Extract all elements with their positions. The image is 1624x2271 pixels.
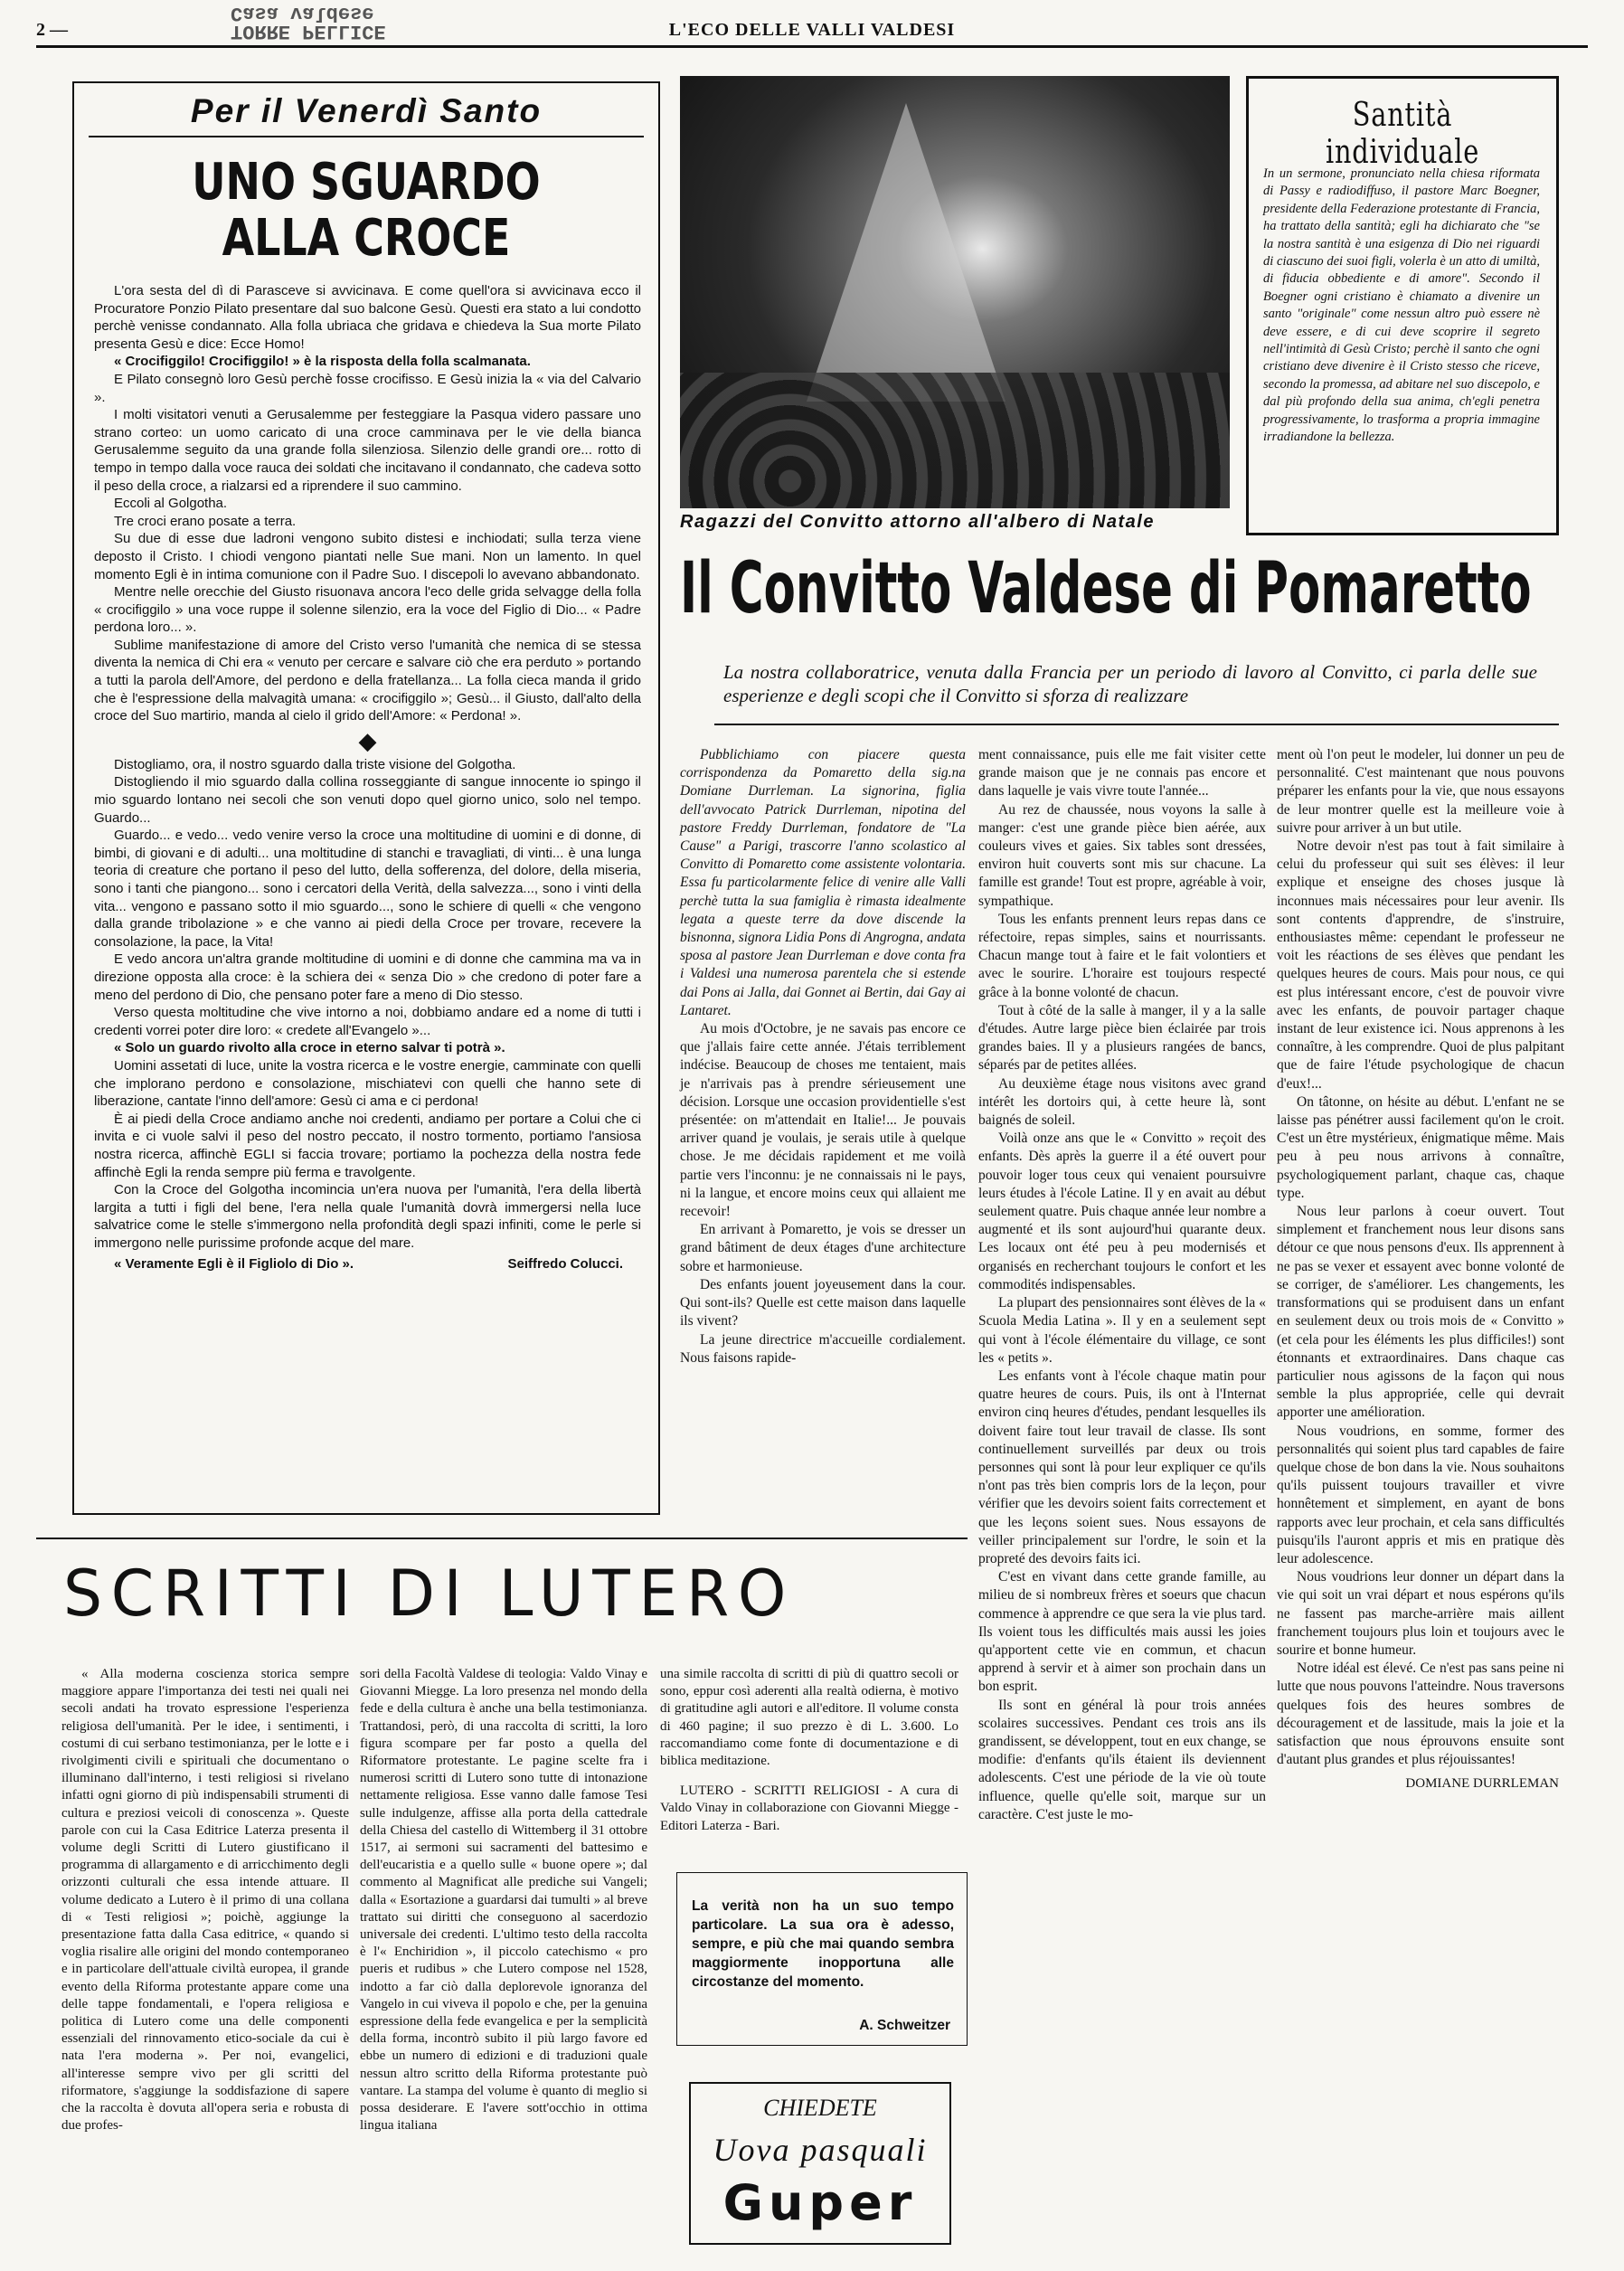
schweitzer-quote-box <box>676 1872 968 2046</box>
lutero-top-rule <box>36 1538 968 1539</box>
guper-ad <box>689 2082 951 2245</box>
paragraph: Guardo... e vedo... vedo venire verso la croce una moltitudine di uomini e di donne, di bimbi, di giovani e di adulti... una moltitudine di stanchi e travagliati, di vinti... è una lunga teoria di creature che portano il peso del lutto, della sofferenza, del dolore, della miseria, sono i tanti che piangono... sono i cercatori della Verità, della salvezza..., sono i vinti della vita... vengono e passano sotto il mio sguardo..., sono le schiere di quelli « che vengono dalla grande tribolazione » e che vanno ai piedi della Croce per trovare, recevere la consolazione, la pace, la Vita! <box>94 828 641 950</box>
paragraph: Con la Croce del Golgotha incomincia un'era nuova per l'umanità, l'era della libertà largita a tutti i figli del bene, l'era nella quale l'umanità dovrà immergersi nella luce salvatrice come le stelle s'immergono nella profondità degli spazi infiniti, come le perle si immergono nelle purissime profonde acque del mare. <box>94 1182 641 1251</box>
quote-text: La verità non ha un suo tempo particolare. La sua ora è adesso, sempre, e più che mai quando sembra maggiormente inopportuna alle circostanze del momento. <box>692 1898 954 1990</box>
paragraph: I molti visitatori venuti a Gerusalemme per festeggiare la Pasqua videro passare uno strano corteo: un uomo caricato di una croce camminava per le vie della bianca Gerusalemme seguito da una grande folla silenziosa. Silenzio delle grandi ore... rotto di tempo in tempo dalla voce rauca dei soldati che incitavano il condannato, che cadeva sotto il peso della croce, a rialzarsi ed a riprendere il suo cammino. <box>94 407 641 494</box>
paragraph: Mentre nelle orecchie del Giusto risuonava ancora l'eco delle grida selvagge della folla « crocifiggilo » una voce ruppe il solenne silenzio, era la voce del Figlio di Dio... « Padre perdona loro... ». <box>94 584 641 636</box>
paragraph: E vedo ancora un'altra grande moltitudine di uomini e di donne che cammina ma va in direzione opposta alla croce: è la schiera dei « senza Dio » che credono di poter fare a meno del perdono di Dio, che pensano poter fare a meno di Dio stesso. <box>94 951 641 1003</box>
newspaper-title: L'ECO DELLE VALLI VALDESI <box>668 20 956 40</box>
paragraph: Tout à côté de la salle à manger, il y a la salle d'études. Autre large pièce bien éclairée par trois grandes baies. Il y a plusieurs rangées de bancs, séparés par de petites allées. <box>978 1002 1266 1074</box>
paragraph: L'ora sesta del dì di Parasceve si avvicinava. E come quell'ora si avvicinava ecco il Procuratore Ponzio Pilato presentare dal suo balcone Gesù. Questi era stato a lui condotto perchè venisse condannato. Alla folla ubriaca che gridava e chiedeva la Sua morte Pilato presenta Gesù e dice: Ecce Homo! <box>94 283 641 352</box>
paragraph: Verso questa moltitudine che vive intorno a noi, dobbiamo andare ed a nome di tutti i credenti vorrei poter dire loro: « credete all'Evangelo »... <box>94 1005 641 1038</box>
paragraph: Nous voudrions, en somme, former des personnalités qui soient plus tard capables de faire quelque chose de bon dans la vie. Nous souhaitons qu'ils puissent toujours travailler et vivre honnêtement et simplement, en ayant de bons rapports avec leur prochain, et cela sans difficultés puisqu'ils l'auront appris et mis en pratique dès leur adolescence. <box>1277 1423 1564 1566</box>
santita-text: In un sermone, pronunciato nella chiesa riformata di Passy e radiodiffuso, il pastore Marc Boegner, presidente della Federazione protestante di Francia, ha trattato della santità; egli ha dichiarato che "se la nostra santità è una esigenza di Dio nei riguardi di ciascuno dei suoi figli, volerla è un atto di umiltà, di fiducia obbediente e di amore". Secondo il Boegner ogni cristiano è chiamato a divenire un santo "originale" come nessun altro può essere nè deve essere, e di cui deve scoprire il segreto nell'intimità di Gesù Cristo; perchè il santo che ogni cristiano deve divenire è il Cristo stesso che riceve, secondo la promessa, ad abitare nel suo discepolo, e dal più profondo della sua anima, ch'egli penetra progressivamente, lo trasforma a propria immagine irradiandone la bellezza. <box>1263 166 1540 445</box>
closing-quote: « Veramente Egli è il Figliolo di Dio ». <box>114 1256 354 1273</box>
paragraph: Notre devoir n'est pas tout à fait similaire à celui du professeur qui suit ses élèves: il leur explique et enseigne des choses jusque là inconnues mais nécessaires pour leur avenir. Ils sont contents d'apprendre, de s'instruire, enthousiastes même: cependant le professeur ne voit les réactions de ses élèves que pendant les quelques heures de cours. Mais pour nous, ce qui est plus intéressant encore, c'est de pouvoir vivre avec les enfants, de pouvoir partager chaque instant de leur existence ici. Nous apprenons à les connaître, à les comprendre. Quoi de plus palpitant que de faire l'étude psychologique de chacun d'eux!... <box>1277 838 1564 1092</box>
paragraph: Au rez de chaussée, nous voyons la salle à manger: c'est une grande pièce bien aérée, aux couleurs vives et gaies. Six tables sont dressées, environ huit couverts sont mis sur chacune. La famille est grande! Tout est propre, agréable à voir, sympathique. <box>978 801 1266 909</box>
quote-author: A. Schweitzer <box>859 2018 950 2033</box>
stamp-line-2: TORRE PELLICE <box>231 20 386 43</box>
paragraph: Ils sont en général là pour trois années scolaires successives. Pendant ces trois ans ils grandissent, se développent, tout en eux change, se modifie: d'enfants qu'ils étaient ils deviennent adolescents. C'est une période de la vie où toute influence, quelle qu'elle soit, marque sur un caractère. C'est juste le mo- <box>978 1697 1266 1822</box>
convitto-standfirst: La nostra collaboratrice, venuta dalla Francia per un periodo di lavoro al Convitto, ci parla delle sue esperienze e degli scopi che il Convitto si sforza di realizzare <box>723 661 1537 706</box>
santita-title: Santità individuale <box>1325 97 1480 171</box>
paragraph: Eccoli al Golgotha. <box>114 496 228 512</box>
paragraph: Au deuxième étage nous visitons avec grand intérêt les dortoirs qui, à cette heure là, sont baignés de soleil. <box>978 1075 1266 1129</box>
paragraph: Des enfants jouent joyeusement dans la cour. Qui sont-ils? Quelle est cette maison dans laquelle ils vivent? <box>680 1276 966 1329</box>
paragraph: « Crocifiggilo! Crocifiggilo! » è la risposta della folla scalmanata. <box>114 354 531 370</box>
lutero-column-3 <box>660 1666 958 1835</box>
paragraph: « Solo un guardo rivolto alla croce in eterno salvar ti potrà ». <box>114 1040 505 1056</box>
paragraph: On tâtonne, on hésite au début. L'enfant ne se laisse pas pénétrer aussi facilement qu'on le croit. C'est un être mystérieux, énigmatique même. Mais peu à peu nous arrivons à connaître, psychologiquement parlant, chaque cas, chaque type. <box>1277 1093 1564 1201</box>
photo-caption: Ragazzi del Convitto attorno all'albero di Natale <box>680 512 1155 532</box>
convitto-column-1 <box>680 746 966 1367</box>
paragraph: Su due di esse due ladroni vengono subito distesi e inchiodati; sulla terza viene deposto il Cristo. I chiodi vengono piantati nelle Sue mani. Non un lamento. In quel momento Egli è in intima comunione con il Padre Suo. I discepoli lo avevano abbandonato. <box>94 531 641 582</box>
lutero-column-2 <box>360 1666 647 2134</box>
paragraph: Nous voudrions leur donner un départ dans la vie qui soit un vrai départ et nous espérons qu'ils ne fassent pas marche-arrière mais aillent franchement toujours plus loin et toujours avec le sourire et bonne humeur. <box>1277 1569 1564 1658</box>
ad-line-2: Uova pasquali <box>713 2132 928 2168</box>
convitto-signature: DOMIANE DURRLEMAN <box>1405 1776 1559 1792</box>
paragraph: En arrivant à Pomaretto, je vois se dresser un grand bâtiment de deux étages d'une architecture sobre et harmonieuse. <box>680 1222 966 1274</box>
venerdi-signoff <box>94 1252 641 1273</box>
paragraph: Voilà onze ans que le « Convitto » reçoit des enfants. Dès après la guerre il a été ouvert pour pouvoir loger tous ceux qui venaient poursuivre leurs études à l'école Latine. Il y en avait au début seulement quatre. Puis chaque année leur nombre a augmenté et ils sont aujourd'hui quarante deux. Les locaux ont été peu à peu modernisés et organisés en recherchant toujours le confort et les commodités indispensables. <box>978 1131 1266 1292</box>
paragraph: C'est en vivant dans cette grande famille, au milieu de si nombreux frères et soeurs que chacun commence à apprendre ce que sera la vie plus tard. Ils voient tous les difficultés mais aussi les joies qu'apportent cette vie en commun, et chacun apprend à servir et à aimer son prochain dans un bon esprit. <box>978 1569 1266 1695</box>
book-reference: LUTERO - SCRITTI RELIGIOSI - A cura di Valdo Vinay in collaborazione con Giovanni Miegge - Editori Laterza - Bari. <box>660 1784 958 1833</box>
santita-individuale-box <box>1246 76 1559 535</box>
children-silhouettes <box>680 373 1230 508</box>
christmas-tree-photo <box>680 76 1230 508</box>
paragraph: Notre idéal est élevé. Ce n'est pas sans peine ni lutte que nous pouvons l'atteindre. Nous traversons quelques fois des heures sombres de découragement et de lassitude, mais la joie et la satisfaction que nous éprouvons ensuite sont d'autant plus grandes et plus réjouissantes! <box>1277 1661 1564 1768</box>
lutero-headline: SCRITTI DI LUTERO <box>63 1557 796 1631</box>
paragraph: Au mois d'Octobre, je ne savais pas encore ce que j'allais faire cette année. J'étais terriblement indécise. Beaucoup de choses me tentaient, mais je n'arrivais pas à prendre sérieusement une décision. Lorsque une occasion providentielle s'est présentée: on m'attendait en Italie!... Je pouvais arriver quand je voulais, je serais utile à quelque chose. Je me décidais rapidement et me voilà partie vers l'inconnu: je ne connaissais ni le pays, ni la langue, et encore moins ceux qui allaient me recevoir! <box>680 1021 966 1220</box>
venerdi-body <box>94 282 641 1273</box>
paragraph: Sublime manifestazione di amore del Cristo verso l'umanità che nemica di se stessa diventa la nemica di Chi era « venuto per cercare e salvare ciò che era perduto » portando a tutti la parola dell'Amore, del perdono e della fratellanza... La folla cieca manda il grido che è l'espressione della malvagità umana: « crocifiggilo »; Gesù... il Giusto, dall'alto della croce del Suo martirio, manda al cielo il grido dell'Amore: « Perdona! ». <box>94 637 641 724</box>
paragraph: La jeune directrice m'accueille cordialement. Nous faisons rapide- <box>680 1331 966 1366</box>
paragraph: Les enfants vont à l'école chaque matin pour quatre heures de cours. Puis, ils ont à l'Internat environ cinq heures d'études, pendant lesquelles ils doivent faire tout leur travail de classe. Ils sont continuellement surveillés par deux ou trois personnes qui sont là pour leur expliquer ce qu'ils n'ont pas très bien compris lors de la leçon, pour vérifier que les devoirs soient faits correctement et que les leçons soient sues. Nous essayons de veiller principalement sur l'ordre, le soin et la propreté des devoirs faits ici. <box>978 1367 1266 1566</box>
paragraph: Uomini assetati di luce, unite la vostra ricerca e le vostre energie, camminate con quelli che implorano perdono e consolazione, mischiatevi con quelli che hanno sete di liberazione, cantate l'inno dell'amore: Gesù ci ama e ci perdona! <box>94 1057 641 1110</box>
paragraph: ment où l'on peut le modeler, lui donner un peu de personnalité. C'est maintenant que nous pouvons préparer les enfants pour la vie, que nous essayons de leur montrer quelle est la meilleure voie à suivre pour arriver à un but utile. <box>1277 747 1564 836</box>
ad-line-1: CHIEDETE <box>763 2095 877 2121</box>
paragraph: E Pilato consegnò loro Gesù perchè fosse crocifisso. E Gesù inizia la « via del Calvario ». <box>94 371 641 405</box>
convitto-column-2 <box>978 746 1266 1824</box>
paragraph: sori della Facoltà Valdese di teologia: Valdo Vinay e Giovanni Miegge. La loro presenza nel mondo della fede e della cultura è anche una bella testimonianza. Trattandosi, però, di una raccolta di scritti, la loro figura scompare per far posto a quella del Riformatore protestante. Le pagine scelte fra i numerosi scritti di Lutero sono tutte di intonazione nettamente religiosa. Esse vanno dalle famose Tesi sulle indulgenze, affisse alla porta della cattedrale della Chiesa del castello di Wittemberg il 31 ottobre 1517, ai sermoni sui sacramenti del battesimo e dell'eucaristia e a quello sulle « buone opere »; dal commento al Magnificat alle prediche sui Vangeli; dalla « Esortazione a guardarsi dai tumulti » al breve trattato sui diritti che conseguono al sacerdozio universale dei credenti. L'ultimo testo della raccolta è l'« Enchiridion », il piccolo catechismo « pro pueris et rudibus » che Lutero compose nel 1528, indotto a far ciò dalla deplorevole ignoranza del Vangelo in cui viveva il popolo e che, per la genuina espressione della fede evangelica e per la semplicità della forma, incontrò subito il più largo favore ed ebbe un numero di edizioni e di traduzioni quale nessun altro scritto della Riforma protestante può vantare. La stampa del volume è quanto di meglio si possa desiderare. E l'avere sott'occhio in ottima lingua italiana <box>360 1667 647 2134</box>
venerdi-kicker: Per il Venerdì Santo <box>89 92 644 137</box>
tree-shape <box>807 103 1006 402</box>
lutero-column-1 <box>61 1666 349 2134</box>
stamp-line-1: Casa valdese <box>231 2 374 24</box>
paragraph: Distogliamo, ora, il nostro sguardo dalla triste visione del Golgotha. <box>114 756 516 772</box>
paragraph: Tre croci erano posate a terra. <box>114 513 297 529</box>
convitto-headline: Il Convitto Valdese di Pomaretto <box>680 548 1532 629</box>
paragraph: « Alla moderna coscienza storica sempre maggiore appare l'importanza dei testi nei quali nei secoli andati ha trovato espressione l'esperienza religiosa dell'umanità. Per le idee, i sentimenti, i costumi di cui serbano testimonianza, per le lotte e i rivolgimenti civili e spirituali che documentano o illuminano dall'interno, i testi religiosi si rivelano infatti ogni giorno di più indispensabili strumenti di cultura e preziosi veicoli di conoscenza ». Queste parole con cui la Casa Editrice Laterza presenta il volume degli Scritti di Lutero giustificano il programma di allargamento e di arricchimento degli orizzonti culturali che essa intende attuare. Il volume dedicato a Lutero è il primo di una collana di « Testi religiosi »; poichè, aggiunge la presentazione fatta dalla Casa editrice, « quando si voglia risalire alle origini del mondo contemporaneo e in particolare dell'attuale civiltà europea, il grande evento della Riforma protestante appare come una delle tappe fondamentali, e l'opera religiosa e politica di Lutero come una delle componenti essenziali del rinnovamento etico-sociale da cui è nata l'era moderna ». Per noi, evangelici, all'interesse sempre vivo per gli scritti del riformatore, s'aggiunge la soddisfazione di sapere che la raccolta è dovuta all'opera seria e robusta di due profes- <box>61 1667 349 2134</box>
convitto-intro: Pubblichiamo con piacere questa corrispondenza da Pomaretto della sig.na Domiane Durrleman. La signorina, figlia dell'avvocato Patrick Durrleman, nipotina del pastore Freddy Durrleman, fondatore de "La Cause" a Parigi, trascorre l'anno scolastico al Convitto di Pomaretto come assistente volontaria. Essa fu particolarmente felice di venire alle Valli perchè tutta la sua famiglia è rimasta idealmente legata a queste terre da dove discende la bisnonna, signora Lidia Pons di Angrogna, andata sposa al pastore Jean Durrleman e dove conta fra i Valdesi una numerosa parentela che si estende dai Pons ai Jalla, dai Gonnet ai Bertin, dai Gay ai Lantaret. <box>680 747 966 1018</box>
venerdi-santo-article <box>72 81 660 1515</box>
paragraph: Distogliendo il mio sguardo dalla collina rosseggiante di sangue innocente io spingo il mio sguardo lontano nei secoli che son venuti dopo quel giorno unico, solo nel tempo. Guardo... <box>94 774 641 826</box>
paragraph: Tous les enfants prennent leurs repas dans ce réfectoire, repas simples, sains et nourrissants. Chacun mange tout à faire et le fait volontiers et avec le sourire. L'horaire est toujours respecté grâce à la bonne volonté de chacun. <box>978 911 1266 1000</box>
page-number: 2 — <box>36 20 68 40</box>
paragraph: Nous leur parlons à coeur ouvert. Tout simplement et franchement nous leur disons sans détour ce que nous pensons d'eux. Ils apprennent à ne pas se vexer et essayent avec bonne volonté de se corriger, de s'améliorer. Les changements, les transformations qui se produisent dans un enfant en seulement deux ou trois mois de « Convitto » (et cela pour les éléments les plus difficiles!) sont étonnants et extraordinaires. Dans chaque cas particulier nous agissons de la façon qui nous semble la plus appropriée, celle qui devrait apporter une amélioration. <box>1277 1204 1564 1421</box>
masthead-rule <box>36 45 1588 48</box>
section-divider-diamond: ◆ <box>358 726 377 754</box>
venerdi-headline-1: UNO SGUARDO <box>192 153 541 212</box>
paragraph: ment connaissance, puis elle me fait visiter cette grande maison que je ne connais pas encore et dans laquelle je vais vivre toute l'année... <box>978 747 1266 800</box>
author-name: Seiffredo Colucci. <box>507 1256 623 1273</box>
paragraph: una simile raccolta di scritti di più di quattro secoli or sono, eppur così aderenti alla realtà odierna, è motivo di gratitudine agli autori e all'editore. Il volume consta di 460 pagine; il suo prezzo è di L. 3.600. Lo raccomandiamo come fonte di documentazione e di biblica meditazione. <box>660 1667 958 1769</box>
paragraph: La plupart des pensionnaires sont élèves de la « Scuola Media Latina ». Il y en a seulement sept qui vont à l'école élémentaire du village, ce sont les « petits ». <box>978 1295 1266 1366</box>
ad-brand: Guper <box>722 2174 918 2231</box>
convitto-column-3 <box>1277 746 1564 1793</box>
standfirst-rule <box>714 724 1559 725</box>
paragraph: È ai piedi della Croce andiamo anche noi credenti, andiamo per portare a Colui che ci invita e ci vuole salvi il peso del nostro peccato, il nostro tormento, portiamo l'ansiosa nostra ricerca, affinchè EGLI si faccia trovare; portiamo la pochezza della nostra fede affinchè Egli la renda sempre più ferma e travolgente. <box>94 1111 641 1180</box>
masthead <box>36 2 1588 45</box>
venerdi-headline-2: ALLA CROCE <box>222 209 511 268</box>
